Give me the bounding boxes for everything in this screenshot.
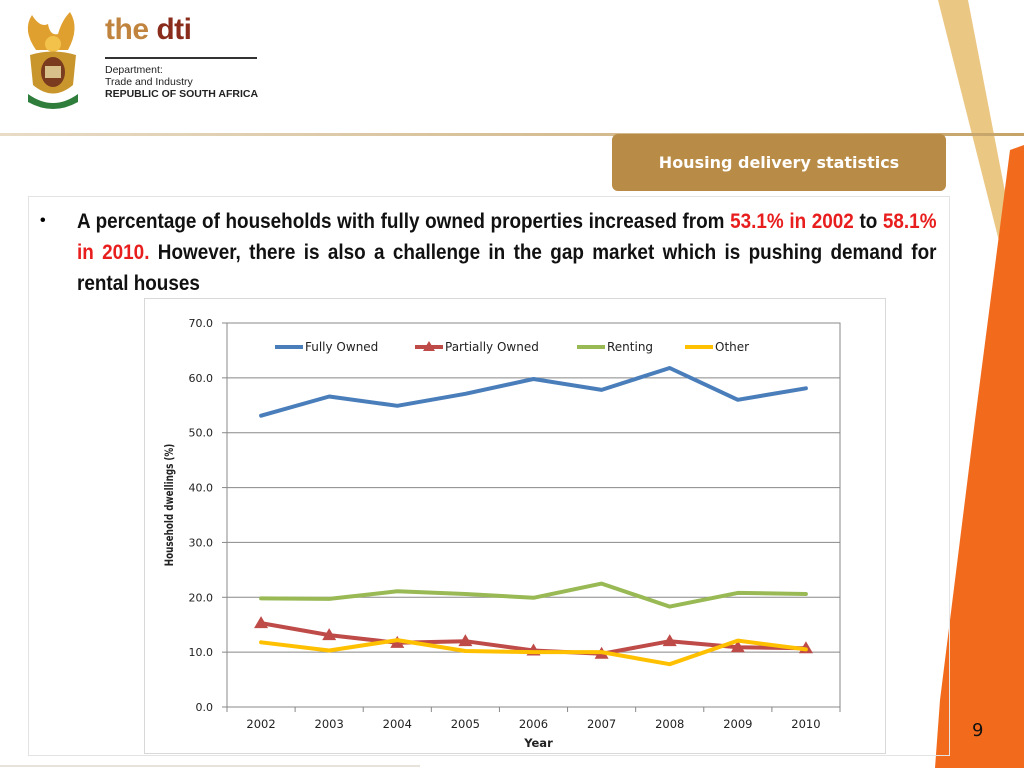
- x-tick-label: 2009: [723, 717, 753, 731]
- y-tick-label: 50.0: [188, 426, 213, 440]
- brand-divider: [105, 57, 257, 59]
- page-number: 9: [972, 720, 984, 741]
- y-tick-label: 10.0: [188, 646, 213, 660]
- line-chart: [145, 299, 885, 753]
- legend-label: Fully Owned: [305, 340, 379, 354]
- x-axis-label: Year: [524, 736, 553, 750]
- bullet-marker: •: [40, 212, 46, 229]
- y-axis-label: Household dwellings (%): [162, 443, 177, 567]
- y-tick-label: 60.0: [188, 371, 213, 385]
- x-tick-label: 2007: [586, 717, 617, 731]
- y-tick-label: 40.0: [188, 481, 213, 495]
- legend-label: Partially Owned: [445, 340, 539, 354]
- x-tick-label: 2008: [655, 717, 685, 731]
- brand-wordmark: the dti: [105, 13, 192, 46]
- footer-rule: [0, 765, 420, 767]
- y-tick-label: 0.0: [195, 701, 213, 714]
- x-tick-label: 2010: [791, 717, 821, 731]
- y-tick-label: 20.0: [188, 591, 213, 605]
- highlight-2002: 53.1% in 2002: [730, 210, 854, 233]
- x-tick-label: 2005: [450, 717, 481, 731]
- x-tick-label: 2006: [518, 717, 549, 731]
- legend-label: Renting: [607, 340, 654, 354]
- series-line-renting: [261, 584, 806, 607]
- y-tick-label: 30.0: [188, 536, 213, 550]
- legend-label: Other: [715, 340, 750, 354]
- series-line-fully-owned: [261, 368, 806, 416]
- x-tick-label: 2003: [314, 717, 344, 731]
- x-tick-label: 2002: [246, 717, 276, 731]
- x-tick-label: 2004: [382, 717, 412, 731]
- slide-title: Housing delivery statistics: [612, 134, 946, 191]
- chart-container: [144, 298, 886, 754]
- bullet-text: A percentage of households with fully owned properties increased from 53.1% in 2002 to 58.1% in 2010. However, there is also a challenge in the gap market which is pushing demand for rental houses: [77, 210, 937, 295]
- department-label: Department: Trade and Industry REPUBLIC OF SOUTH AFRICA: [105, 64, 259, 100]
- y-tick-label: 70.0: [188, 317, 213, 330]
- highlight-2010: 58.1% in 2010.: [77, 210, 937, 264]
